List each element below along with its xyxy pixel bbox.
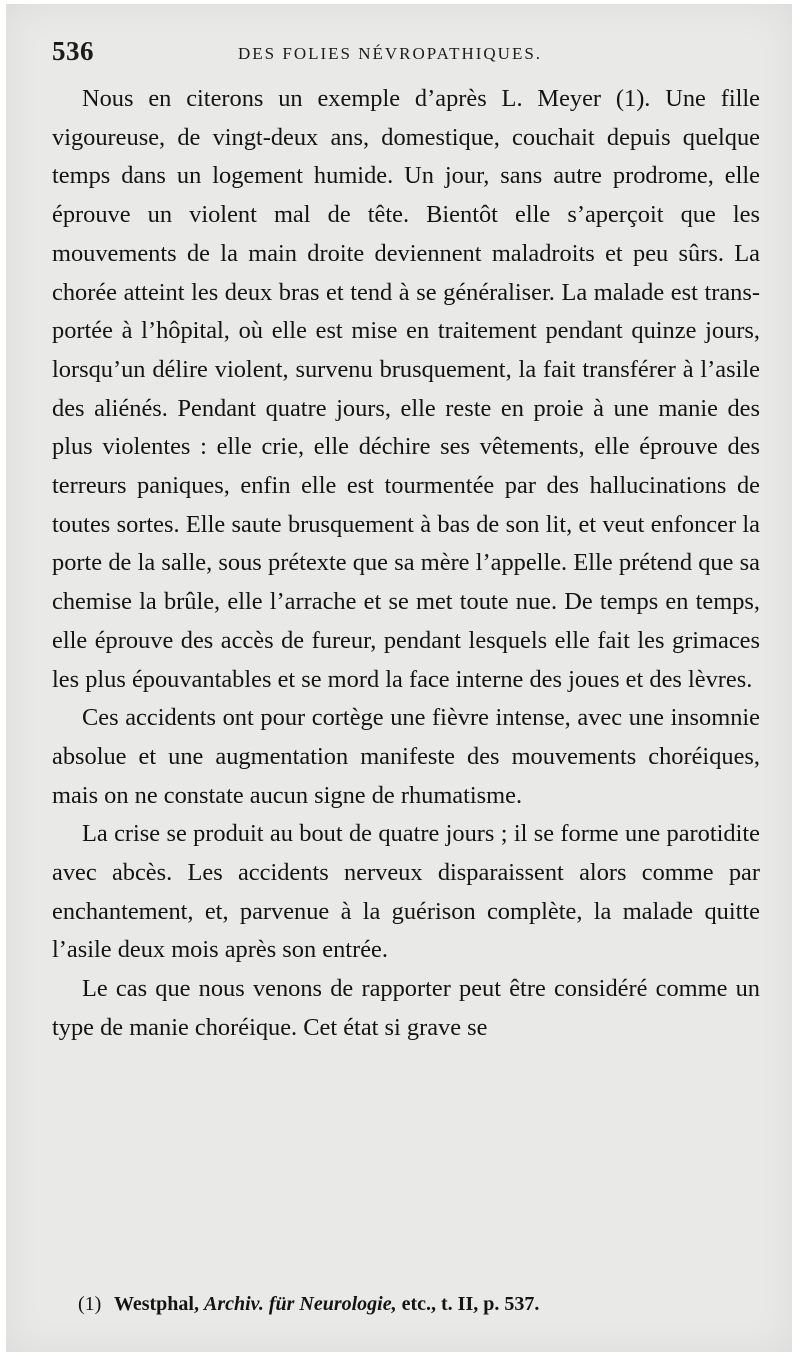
body-text xyxy=(52,80,760,1048)
footnote-mark: (1) xyxy=(78,1293,102,1315)
footnote xyxy=(78,1290,758,1318)
running-title: DES FOLIES NÉVROPATHIQUES. xyxy=(238,44,543,63)
page-number: 536 xyxy=(52,36,94,66)
footnote-journal: Archiv. für Neurologie, xyxy=(204,1293,397,1315)
paragraph-1: Nous en citerons un exemple d’après L. Meyer (1). Une fille vigoureuse, de vingt-deux ans, domestique, couchait depuis quelque temps dans un logement humide. Un jour, sans autre prodrome, elle éprouve un violent mal de tête. Bientôt elle s’aperçoit que les mouvements de la main droite deviennent maladroits et peu sûrs. La chorée atteint les deux bras et tend à se généraliser. La malade est transportée à l’hôpital, où elle est mise en traitement pendant quinze jours, lorsqu’un délire violent, survenu brusquement, la fait transférer à l’asile des aliénés. Pendant quatre jours, elle reste en proie à une manie des plus violentes : elle crie, elle déchire ses vêtements, elle éprouve des terreurs paniques, enfin elle est tourmentée par des hallucinations de toutes sortes. Elle saute brusquement à bas de son lit, et veut enfoncer la porte de la salle, sous prétexte que sa mère l’appelle. Elle prétend que sa chemise la brûle, elle l’arrache et se met toute nue. De temps en temps, elle éprouve des accès de fureur, pendant lesquels elle fait les grimaces les plus épouvantables et se mord la face interne des joues et des lèvres. xyxy=(52,85,760,693)
footnote-author: Westphal, xyxy=(113,1293,199,1315)
paragraph-2: Ces accidents ont pour cortège une fièvre intense, avec une insomnie absolue et une augmentation manifeste des mouvements choréiques, mais on ne constate aucun signe de rhumatisme. xyxy=(52,704,760,809)
paragraph-3: La crise se produit au bout de quatre jours ; il se forme une parotidite avec abcès. Les accidents nerveux disparaissent alors comme par enchantement, et, parvenue à la guérison complète, la malade quitte l’asile deux mois après son entrée. xyxy=(52,820,760,964)
footnote-reference: etc., t. II, p. 537. xyxy=(401,1293,540,1315)
running-head xyxy=(52,36,744,72)
book-page xyxy=(6,4,792,1352)
paragraph-4: Le cas que nous venons de rapporter peut être considéré comme un type de manie choréique. Cet état si grave se xyxy=(52,975,760,1041)
